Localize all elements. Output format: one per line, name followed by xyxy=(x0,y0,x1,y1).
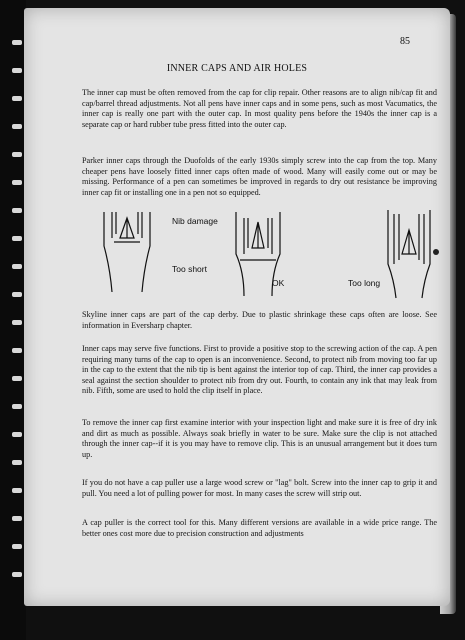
binding-ring xyxy=(12,208,22,213)
spiral-binding xyxy=(0,0,26,640)
binding-ring xyxy=(12,404,22,409)
label-too-long: Too long xyxy=(348,278,381,288)
binding-ring xyxy=(12,124,22,129)
binding-ring xyxy=(12,152,22,157)
inner-cap-diagram-svg xyxy=(84,208,454,308)
binding-ring xyxy=(12,40,22,45)
binding-ring xyxy=(12,292,22,297)
inner-cap-diagram xyxy=(84,208,454,308)
page-title: INNER CAPS AND AIR HOLES xyxy=(166,63,308,74)
paragraph-no-cap-puller: If you do not have a cap puller use a large wood screw or "lag" bolt. Screw into the inner cap to grip it and pull. You need a lot of pulling power for most. In many cases the screw will strip out. xyxy=(82,478,437,498)
binding-ring xyxy=(12,96,22,101)
binding-ring xyxy=(12,516,22,521)
label-too-short: Too short xyxy=(172,264,207,274)
binding-ring xyxy=(12,264,22,269)
paragraph-inner-cap-intro: The inner cap must be often removed from the cap for clip repair. Other reasons are to align nib/cap fit and cap/barrel thread adjustments. Not all pens have inner caps and in some pens, such as most Vacumatics, the inner cap is really one part with the outer cap. In most quality pens before the 1940s the inner cap is a separate cap or hard rubber tube press fitted into the outer cap. xyxy=(82,88,437,129)
book-page xyxy=(24,8,450,606)
binding-ring xyxy=(12,236,22,241)
paragraph-parker-inner-caps: Parker inner caps through the Duofolds of the early 1930s simply screw into the cap from the top. Many cheaper pens have loosely fitted inner caps often made of wood. Many will easily come out or may be missing. Performance of a pen can sometimes be improved in regards to dry out resistance be improving inner cap fit or installing one in a pen not so equipped. xyxy=(82,156,437,197)
binding-ring xyxy=(12,460,22,465)
binding-ring xyxy=(12,432,22,437)
binding-ring xyxy=(12,320,22,325)
paragraph-cap-puller: A cap puller is the correct tool for this. Many different versions are available in a wide price range. The better ones cost more due to precision construction and adjustments xyxy=(82,518,437,538)
binding-ring xyxy=(12,488,22,493)
binding-ring xyxy=(12,180,22,185)
binding-ring xyxy=(12,376,22,381)
paragraph-removing-inner-cap: To remove the inner cap first examine interior with your inspection light and make sure it is free of dry ink and dirt as much as possible. Always soak briefly in water to be sure. Make sure the clip is not attached through the inner cap--if it is you may have to remove clip. This is an unusual arrangement but it does turn up. xyxy=(82,418,437,459)
binding-ring xyxy=(12,68,22,73)
binding-ring xyxy=(12,572,22,577)
label-nib-damage: Nib damage xyxy=(172,216,218,226)
cap-too-short-drawing xyxy=(104,212,150,292)
paragraph-skyline-inner-caps: Skyline inner caps are part of the cap derby. Due to plastic shrinkage these caps often are loose. See information in Eversharp chapter. xyxy=(82,310,437,330)
page-number: 85 xyxy=(400,36,410,47)
cap-too-long-drawing xyxy=(388,210,430,298)
ink-spot xyxy=(433,249,439,255)
binding-ring xyxy=(12,544,22,549)
binding-ring xyxy=(12,348,22,353)
label-ok: OK xyxy=(272,278,285,288)
paragraph-inner-cap-functions: Inner caps may serve five functions. First to provide a positive stop to the screwing action of the cap. A pen requiring many turns of the cap to open is an inconvenience. Second, to protect nib from moving too far up in the cap to the extent that the nib tip is bent against the interior top of cap. Third, the inner cap provides a seal against the section shoulder to protect nib from dry out. Fourth, to contain any ink that may leak from nib. Fifth, some are used to hold the clip itself in place. xyxy=(82,344,437,396)
